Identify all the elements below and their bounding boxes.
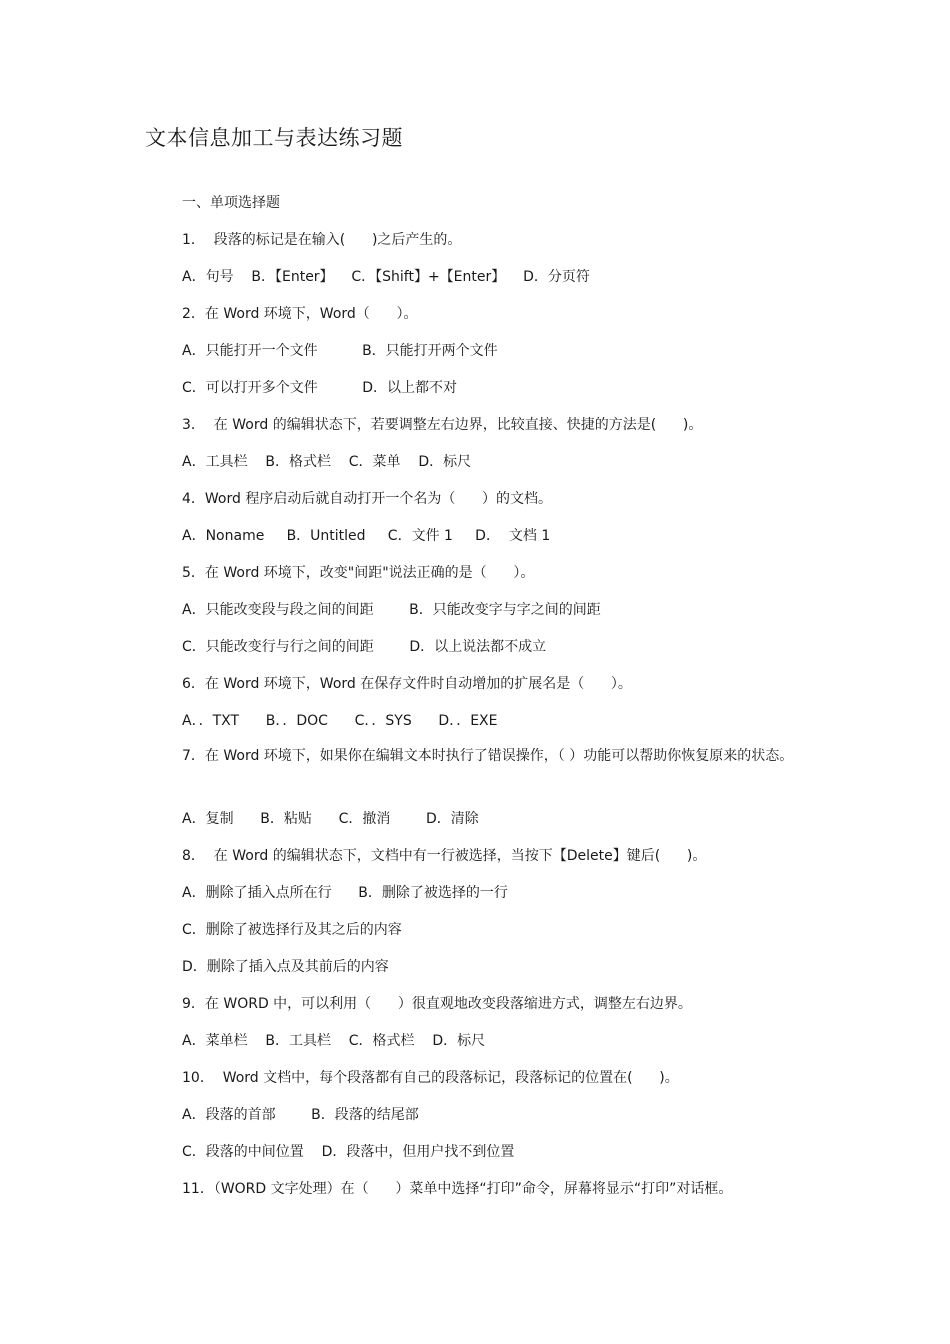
question-4-options: A．Noname B．Untitled C．文件 1 D． 文档 1 — [182, 528, 551, 544]
question-2: 2．在 Word 环境下，Word（ ）。 — [182, 306, 418, 322]
question-8-options-ab: A．删除了插入点所在行 B．删除了被选择的一行 — [182, 885, 508, 901]
question-9-options: A．菜单栏 B．工具栏 C．格式栏 D．标尺 — [182, 1033, 486, 1049]
question-2-options-ab: A．只能打开一个文件 B．只能打开两个文件 — [182, 343, 498, 359]
question-8-option-c: C．删除了被选择行及其之后的内容 — [182, 922, 402, 938]
question-5-options-ab: A．只能改变段与段之间的间距 B．只能改变字与字之间的间距 — [182, 602, 601, 618]
question-6: 6．在 Word 环境下，Word 在保存文件时自动增加的扩展名是（ ）。 — [182, 676, 632, 692]
question-4: 4．Word 程序启动后就自动打开一个名为（ ）的文档。 — [182, 491, 553, 507]
question-10-options-cd: C．段落的中间位置 D．段落中，但用户找不到位置 — [182, 1144, 515, 1160]
question-7 — [145, 744, 810, 768]
question-3-options: A．工具栏 B．格式栏 C．菜单 D．标尺 — [182, 454, 472, 470]
question-7-options: A．复制 B．粘贴 C．撤消 D．清除 — [182, 811, 479, 827]
question-1-options: A．句号 B．【Enter】 C．【Shift】+【Enter】 D．分页符 — [182, 269, 590, 285]
question-5: 5．在 Word 环境下，改变"间距"说法正确的是（ ）。 — [182, 565, 535, 581]
question-1: 1． 段落的标记是在输入( )之后产生的。 — [182, 232, 462, 248]
question-7-text: 7．在 Word 环境下，如果你在编辑文本时执行了错误操作，（ ）功能可以帮助你恢复原来的状态。 — [182, 748, 794, 764]
question-3: 3． 在 Word 的编辑状态下，若要调整左右边界，比较直接、快捷的方法是( )。 — [182, 417, 703, 433]
section-heading: 一、单项选择题 — [182, 195, 280, 211]
page-title: 文本信息加工与表达练习题 — [145, 126, 403, 150]
question-9: 9．在 WORD 中，可以利用（ ）很直观地改变段落缩进方式，调整左右边界。 — [182, 996, 692, 1012]
question-10: 10． Word 文档中，每个段落都有自己的段落标记，段落标记的位置在( )。 — [182, 1070, 679, 1086]
question-5-options-cd: C．只能改变行与行之间的间距 D．以上说法都不成立 — [182, 639, 547, 655]
question-8-option-d: D．删除了插入点及其前后的内容 — [182, 959, 389, 975]
question-10-options-ab: A．段落的首部 B．段落的结尾部 — [182, 1107, 419, 1123]
question-8: 8． 在 Word 的编辑状态下，文档中有一行被选择，当按下【Delete】键后( )。 — [182, 848, 707, 864]
question-2-options-cd: C．可以打开多个文件 D．以上都不对 — [182, 380, 458, 396]
question-6-options: A．．TXT B．．DOC C．．SYS D．．EXE — [182, 713, 498, 729]
question-11: 11．（WORD 文字处理）在（ ）菜单中选择“打印”命令，屏幕将显示“打印”对话框。 — [182, 1181, 733, 1197]
